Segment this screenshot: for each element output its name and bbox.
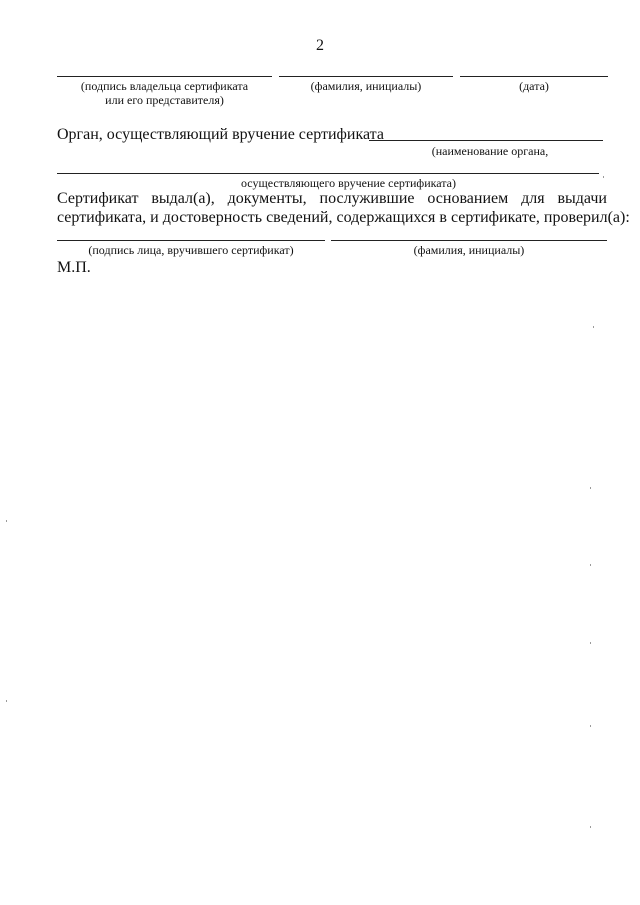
issuing-body-caption-line2: осуществляющего вручение сертификата) <box>241 176 456 190</box>
issuing-body-second-line <box>57 173 599 174</box>
owner-date-caption: (дата) <box>519 79 549 93</box>
scan-speck <box>593 326 594 328</box>
issuer-name-caption: (фамилия, инициалы) <box>413 243 525 257</box>
page-number: 2 <box>316 37 324 54</box>
scan-speck <box>590 487 591 489</box>
issuer-statement-line1: Сертификат выдал(а), документы, послужившие основанием для выдачи <box>57 190 607 207</box>
issuing-body-label: Орган, осуществляющий вручение сертификата <box>57 126 384 143</box>
scan-speck <box>590 826 591 828</box>
scan-speck <box>6 700 7 702</box>
issuer-signature-caption: (подпись лица, вручившего сертификат) <box>88 243 294 257</box>
owner-signature-caption-line1: (подпись владельца сертификата <box>80 79 249 93</box>
owner-name-line <box>279 76 453 77</box>
scan-speck <box>6 520 7 522</box>
owner-signature-line <box>57 76 272 77</box>
scan-speck <box>590 564 591 566</box>
issuer-name-line <box>331 240 607 241</box>
issuer-statement-line2: сертификата, и достоверность сведений, содержащихся в сертификате, проверил(а): <box>57 209 630 226</box>
issuing-body-caption-line1: (наименование органа, <box>431 144 549 158</box>
owner-date-line <box>460 76 608 77</box>
seal-place-label: М.П. <box>57 259 91 276</box>
owner-name-caption: (фамилия, инициалы) <box>310 79 422 93</box>
owner-signature-caption <box>57 79 272 107</box>
scan-speck <box>590 725 591 727</box>
issuer-signature-line <box>57 240 325 241</box>
scan-speck <box>590 642 591 644</box>
owner-signature-caption-line2: или его представителя) <box>105 93 224 107</box>
issuing-body-name-line <box>369 140 603 141</box>
scan-speck <box>603 176 604 178</box>
